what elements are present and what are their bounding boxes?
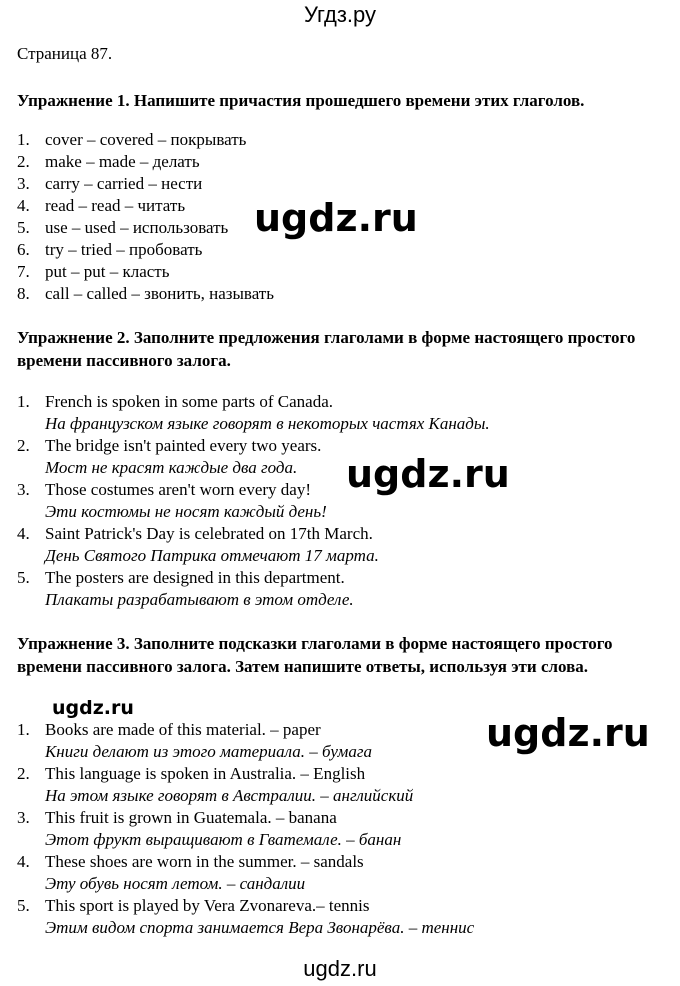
watermark: ugdz.ru bbox=[486, 711, 650, 755]
item-translation: На этом языке говорят в Австралии. – английский bbox=[45, 786, 414, 805]
list-item bbox=[17, 851, 657, 895]
item-text: Those costumes aren't worn every day! bbox=[45, 480, 311, 499]
list-item bbox=[17, 895, 657, 939]
list-item bbox=[17, 283, 657, 305]
list-item bbox=[17, 567, 657, 611]
item-text: carry – carried – нести bbox=[45, 174, 203, 193]
item-text: The posters are designed in this department. bbox=[45, 568, 345, 587]
item-text: read – read – читать bbox=[45, 196, 186, 215]
item-number: 3. bbox=[17, 480, 30, 499]
item-text: Books are made of this material. – paper bbox=[45, 720, 321, 739]
exercise-3-title: Упражнение 3. Заполните подсказки глаголами в форме настоящего простого времени пассивного залога. Затем напишите ответы, используя эти слова. bbox=[17, 634, 613, 676]
item-text: make – made – делать bbox=[45, 152, 200, 171]
item-translation: Мост не красят каждые два года. bbox=[45, 458, 298, 477]
list-item bbox=[17, 435, 657, 479]
item-number: 7. bbox=[17, 262, 30, 281]
item-number: 4. bbox=[17, 852, 30, 871]
list-item bbox=[17, 807, 657, 851]
item-text: call – called – звонить, называть bbox=[45, 284, 274, 303]
item-number: 4. bbox=[17, 196, 30, 215]
item-translation: Этот фрукт выращивают в Гватемале. – банан bbox=[45, 830, 402, 849]
list-item bbox=[17, 391, 657, 435]
item-number: 3. bbox=[17, 174, 30, 193]
list-item bbox=[17, 129, 657, 151]
list-item bbox=[17, 173, 657, 195]
item-number: 6. bbox=[17, 240, 30, 259]
item-number: 1. bbox=[17, 130, 30, 149]
item-number: 5. bbox=[17, 218, 30, 237]
item-text: put – put – класть bbox=[45, 262, 170, 281]
watermark: ugdz.ru bbox=[52, 697, 134, 719]
item-text: try – tried – пробовать bbox=[45, 240, 203, 259]
item-text: use – used – использовать bbox=[45, 218, 229, 237]
item-text: cover – covered – покрывать bbox=[45, 130, 247, 149]
item-translation: Эту обувь носят летом. – сандалии bbox=[45, 874, 306, 893]
item-number: 2. bbox=[17, 436, 30, 455]
item-text: This fruit is grown in Guatemala. – banana bbox=[45, 808, 337, 827]
item-number: 2. bbox=[17, 764, 30, 783]
item-translation: Книги делают из этого материала. – бумага bbox=[45, 742, 372, 761]
item-number: 5. bbox=[17, 896, 30, 915]
list-item bbox=[17, 239, 657, 261]
watermark: ugdz.ru bbox=[346, 452, 510, 496]
item-text: These shoes are worn in the summer. – sandals bbox=[45, 852, 364, 871]
list-item bbox=[17, 479, 657, 523]
item-text: The bridge isn't painted every two years. bbox=[45, 436, 322, 455]
site-title: Угдз.ру bbox=[303, 2, 377, 27]
item-translation: Плакаты разрабатывают в этом отделе. bbox=[45, 590, 354, 609]
exercise-1-title: Упражнение 1. Напишите причастия прошедшего времени этих глаголов. bbox=[17, 91, 585, 110]
exercise-2-list bbox=[17, 391, 657, 611]
item-number: 4. bbox=[17, 524, 30, 543]
item-translation: Этим видом спорта занимается Вера Звонарёва. – теннис bbox=[45, 918, 475, 937]
item-translation: На французском языке говорят в некоторых частях Канады. bbox=[45, 414, 490, 433]
page-reference: Страница 87. bbox=[17, 44, 113, 63]
item-translation: День Святого Патрика отмечают 17 марта. bbox=[45, 546, 379, 565]
item-number: 5. bbox=[17, 568, 30, 587]
item-text: This language is spoken in Australia. – English bbox=[45, 764, 366, 783]
item-translation: Эти костюмы не носят каждый день! bbox=[45, 502, 327, 521]
item-text: This sport is played by Vera Zvonareva.– tennis bbox=[45, 896, 370, 915]
list-item bbox=[17, 523, 657, 567]
list-item bbox=[17, 763, 657, 807]
item-number: 2. bbox=[17, 152, 30, 171]
item-number: 1. bbox=[17, 720, 30, 739]
item-text: French is spoken in some parts of Canada. bbox=[45, 392, 333, 411]
item-number: 3. bbox=[17, 808, 30, 827]
exercise-2-title: Упражнение 2. Заполните предложения глаголами в форме настоящего простого времени пассивного залога. bbox=[17, 328, 636, 370]
footer-watermark: ugdz.ru bbox=[303, 956, 377, 981]
watermark: ugdz.ru bbox=[254, 196, 418, 240]
item-number: 1. bbox=[17, 392, 30, 411]
item-text: Saint Patrick's Day is celebrated on 17th March. bbox=[45, 524, 373, 543]
item-number: 8. bbox=[17, 284, 30, 303]
list-item bbox=[17, 151, 657, 173]
list-item bbox=[17, 261, 657, 283]
